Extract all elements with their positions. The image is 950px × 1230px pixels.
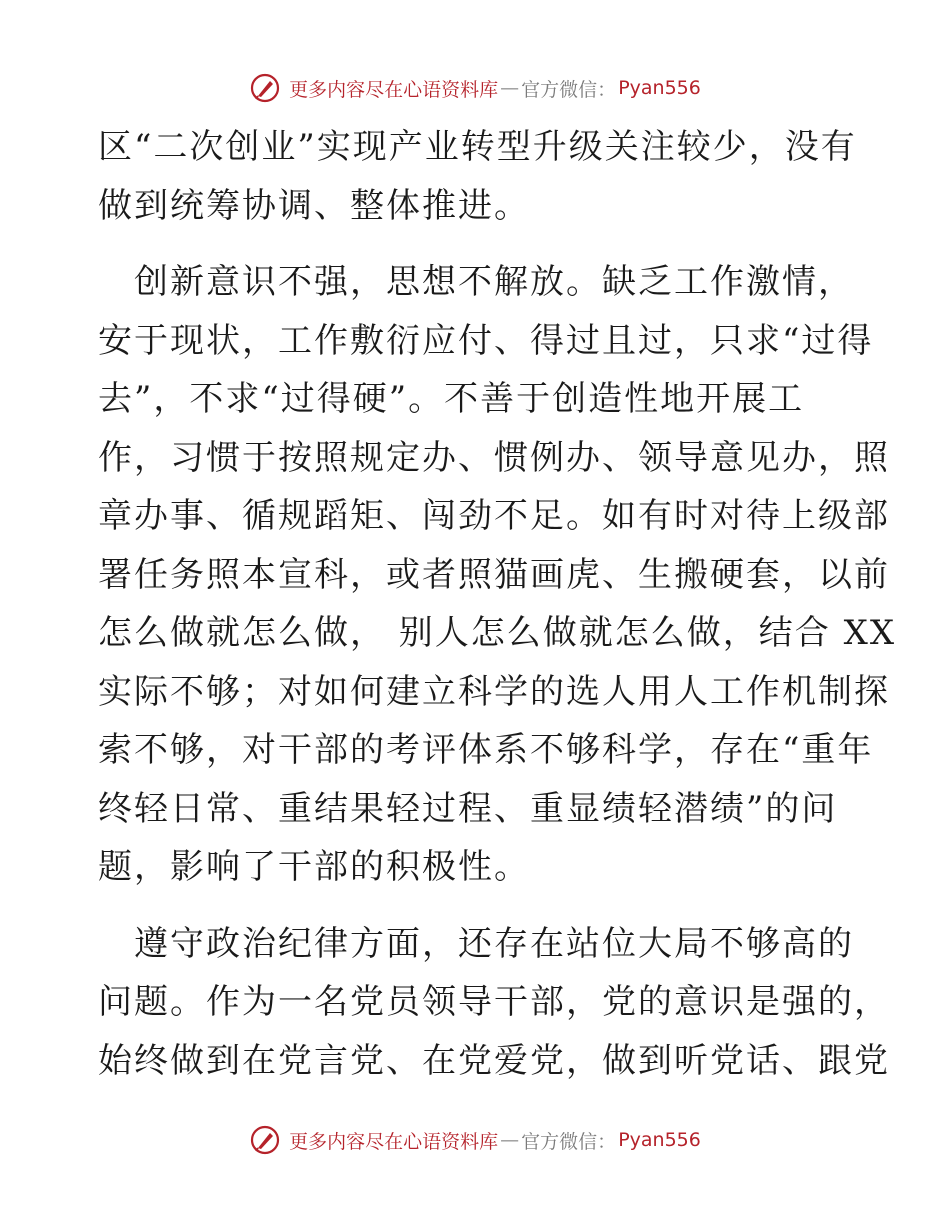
watermark-wechat-id: Pyan556 [618, 77, 701, 99]
text-line: 做到统筹协调、整体推进。 [98, 185, 530, 226]
watermark-separator: — [500, 1129, 520, 1151]
watermark-separator: — [500, 77, 520, 99]
text-line: 创新意识不强，思想不解放。缺乏工作激情， [98, 262, 854, 302]
text-line: 索不够，对干部的考评体系不够科学，存在“重年 [98, 730, 874, 770]
watermark-wechat-label: 官方微信： [521, 1130, 617, 1153]
text-line: 始终做到在党言党、在党爱党，做到听党话、跟党 [98, 1040, 890, 1081]
text-line: 实际不够；对如何建立科学的选人用人工作机制探 [98, 671, 890, 712]
text-line: 终轻日常、重结果轻过程、重显绩轻潜绩”的问 [98, 788, 838, 829]
paragraph [98, 118, 857, 235]
footer-watermark [0, 1124, 950, 1156]
text-line: 题，影响了干部的积极性。 [98, 847, 530, 887]
quill-pen-logo-icon [249, 1124, 281, 1156]
text-line: 问题。作为一名党员领导干部，党的意识是强的， [98, 982, 890, 1022]
quill-pen-logo-icon [249, 72, 281, 104]
document-body [98, 118, 897, 1090]
watermark-wechat-label: 官方微信： [521, 78, 617, 101]
watermark-text: 更多内容尽在心语资料库 [289, 1130, 499, 1153]
paragraph [98, 253, 897, 897]
text-line: 署任务照本宣科，或者照猫画虎、生搬硬套，以前 [98, 554, 890, 595]
watermark-text: 更多内容尽在心语资料库 [289, 78, 499, 101]
text-line: 区“二次创业”实现产业转型升级关注较少，没有 [98, 127, 857, 167]
text-line: 安于现状，工作敷衍应付、得过且过，只求“过得 [98, 320, 874, 361]
header-watermark [0, 72, 950, 104]
watermark-wechat-id: Pyan556 [618, 1129, 701, 1151]
text-line: 怎么做就怎么做， 别人怎么做就怎么做，结合 XX [98, 613, 897, 653]
text-line: 遵守政治纪律方面，还存在站位大局不够高的 [98, 923, 854, 964]
text-line: 作，习惯于按照规定办、惯例办、领导意见办，照 [98, 437, 890, 478]
paragraph [98, 915, 890, 1091]
text-line: 去”，不求“过得硬”。不善于创造性地开展工 [98, 379, 805, 419]
text-line: 章办事、循规蹈矩、闯劲不足。如有时对待上级部 [98, 496, 890, 536]
